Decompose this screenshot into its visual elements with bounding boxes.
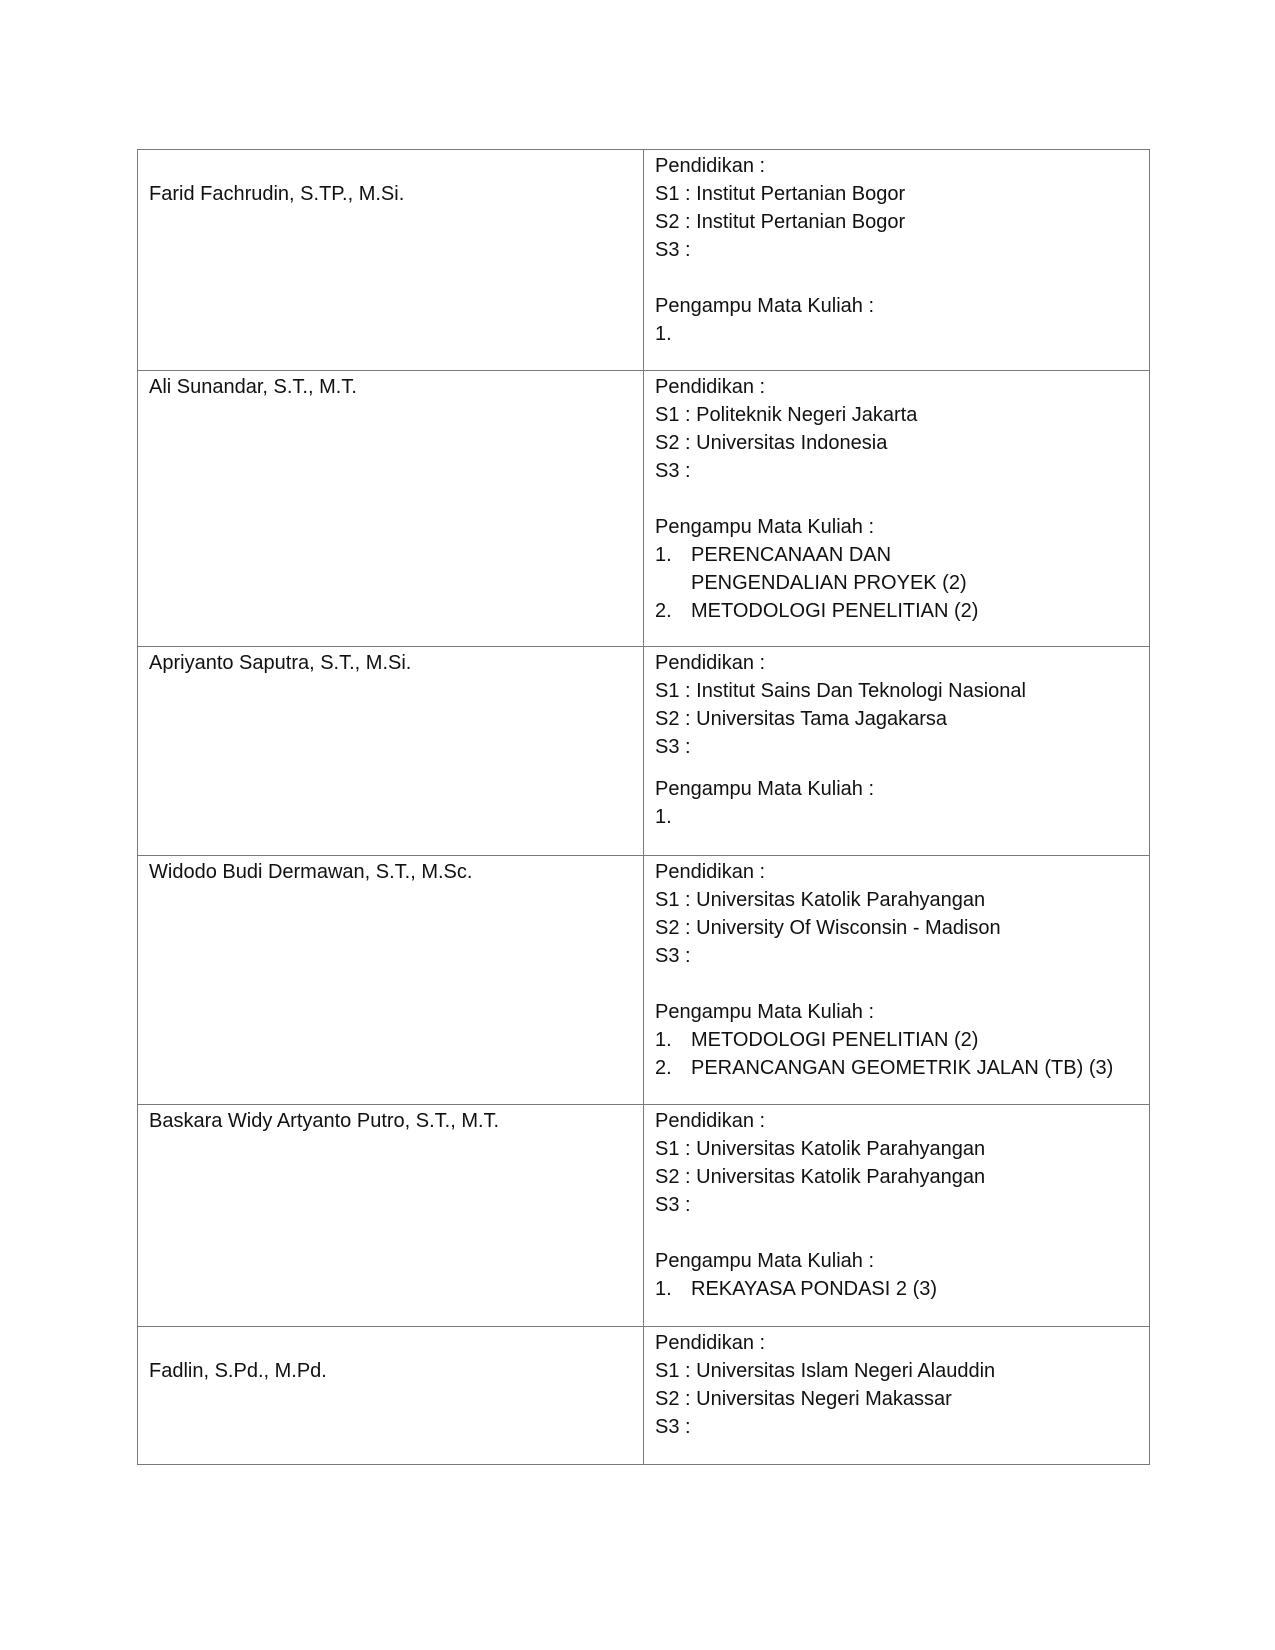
- table-row: [138, 371, 1150, 647]
- education-s3: S3 :: [655, 239, 691, 261]
- education-s1: S1 : Universitas Katolik Parahyangan: [655, 889, 986, 911]
- education-label: Pendidikan :: [655, 861, 766, 883]
- table-row: [138, 1327, 1150, 1465]
- lecturer-info-cell: Pendidikan : S1 : Institut Pertanian Bogor S2 : Institut Pertanian Bogor S3 : Pengampu Mata Kuliah : 1.: [644, 150, 1150, 371]
- education-s1: S1 : Institut Pertanian Bogor: [655, 183, 906, 205]
- education-label: Pendidikan :: [655, 652, 766, 674]
- lecturer-name: Ali Sunandar, S.T., M.T.: [149, 376, 357, 398]
- education-s3: S3 :: [655, 1194, 691, 1216]
- education-s2: S2 : Institut Pertanian Bogor: [655, 211, 906, 233]
- education-s1: S1 : Politeknik Negeri Jakarta: [655, 404, 918, 426]
- education-s2: S2 : Universitas Tama Jagakarsa: [655, 708, 947, 730]
- course-list: [655, 541, 1139, 625]
- lecturer-name: Fadlin, S.Pd., M.Pd.: [149, 1360, 327, 1382]
- course-list: [655, 1026, 1139, 1082]
- education-label: Pendidikan :: [655, 155, 766, 177]
- education-s2: S2 : Universitas Katolik Parahyangan: [655, 1166, 986, 1188]
- education-s3: S3 :: [655, 1416, 691, 1438]
- education-s3: S3 :: [655, 736, 691, 758]
- education-s3: S3 :: [655, 460, 691, 482]
- list-item: 2. PERANCANGAN GEOMETRIK JALAN (TB) (3): [655, 1057, 1114, 1079]
- lecturer-name-cell: [138, 647, 644, 856]
- list-item: 1. REKAYASA PONDASI 2 (3): [655, 1278, 938, 1300]
- list-item: 1. METODOLOGI PENELITIAN (2): [655, 1029, 979, 1051]
- education-s2: S2 : Universitas Negeri Makassar: [655, 1388, 952, 1410]
- table-row: [138, 856, 1150, 1105]
- education-s1: S1 : Universitas Islam Negeri Alauddin: [655, 1360, 996, 1382]
- education-label: Pendidikan :: [655, 1332, 766, 1354]
- courses-label: Pengampu Mata Kuliah :: [655, 295, 875, 317]
- lecturer-info-cell: Pendidikan : S1 : Institut Sains Dan Teknologi Nasional S2 : Universitas Tama Jagakarsa S3 : Pengampu Mata Kuliah : 1.: [644, 647, 1150, 856]
- table-row: [138, 647, 1150, 856]
- lecturer-table: [137, 149, 1150, 1465]
- education-s1: S1 : Universitas Katolik Parahyangan: [655, 1138, 986, 1160]
- lecturer-name-cell: [138, 371, 644, 647]
- lecturer-name-cell: [138, 856, 644, 1105]
- courses-label: Pengampu Mata Kuliah :: [655, 778, 875, 800]
- education-s1: S1 : Institut Sains Dan Teknologi Nasional: [655, 680, 1026, 702]
- list-item: 2. METODOLOGI PENELITIAN (2): [655, 600, 979, 622]
- education-s2: S2 : Universitas Indonesia: [655, 432, 888, 454]
- courses-label: Pengampu Mata Kuliah :: [655, 516, 875, 538]
- table-row: [138, 150, 1150, 371]
- lecturer-info-cell: [644, 371, 1150, 647]
- education-s3: S3 :: [655, 945, 691, 967]
- education-label: Pendidikan :: [655, 376, 766, 398]
- courses-label: Pengampu Mata Kuliah :: [655, 1001, 875, 1023]
- lecturer-name: Apriyanto Saputra, S.T., M.Si.: [149, 652, 412, 674]
- lecturer-info-cell: [644, 856, 1150, 1105]
- lecturer-info-cell: [644, 1105, 1150, 1327]
- lecturer-info-cell: [644, 1327, 1150, 1465]
- lecturer-name: Farid Fachrudin, S.TP., M.Si.: [149, 183, 405, 205]
- lecturer-name: Baskara Widy Artyanto Putro, S.T., M.T.: [149, 1110, 500, 1132]
- lecturer-name-cell: [138, 1327, 644, 1465]
- education-label: Pendidikan :: [655, 1110, 766, 1132]
- table-row: [138, 1105, 1150, 1327]
- lecturer-name-cell: [138, 1105, 644, 1327]
- courses-label: Pengampu Mata Kuliah :: [655, 1250, 875, 1272]
- list-item: 1. PERENCANAAN DAN PENGENDALIAN PROYEK (2): [655, 544, 967, 594]
- lecturer-name: Widodo Budi Dermawan, S.T., M.Sc.: [149, 861, 473, 883]
- course-list: [655, 1275, 1139, 1303]
- education-s2: S2 : University Of Wisconsin - Madison: [655, 917, 1001, 939]
- lecturer-name-cell: [138, 150, 644, 371]
